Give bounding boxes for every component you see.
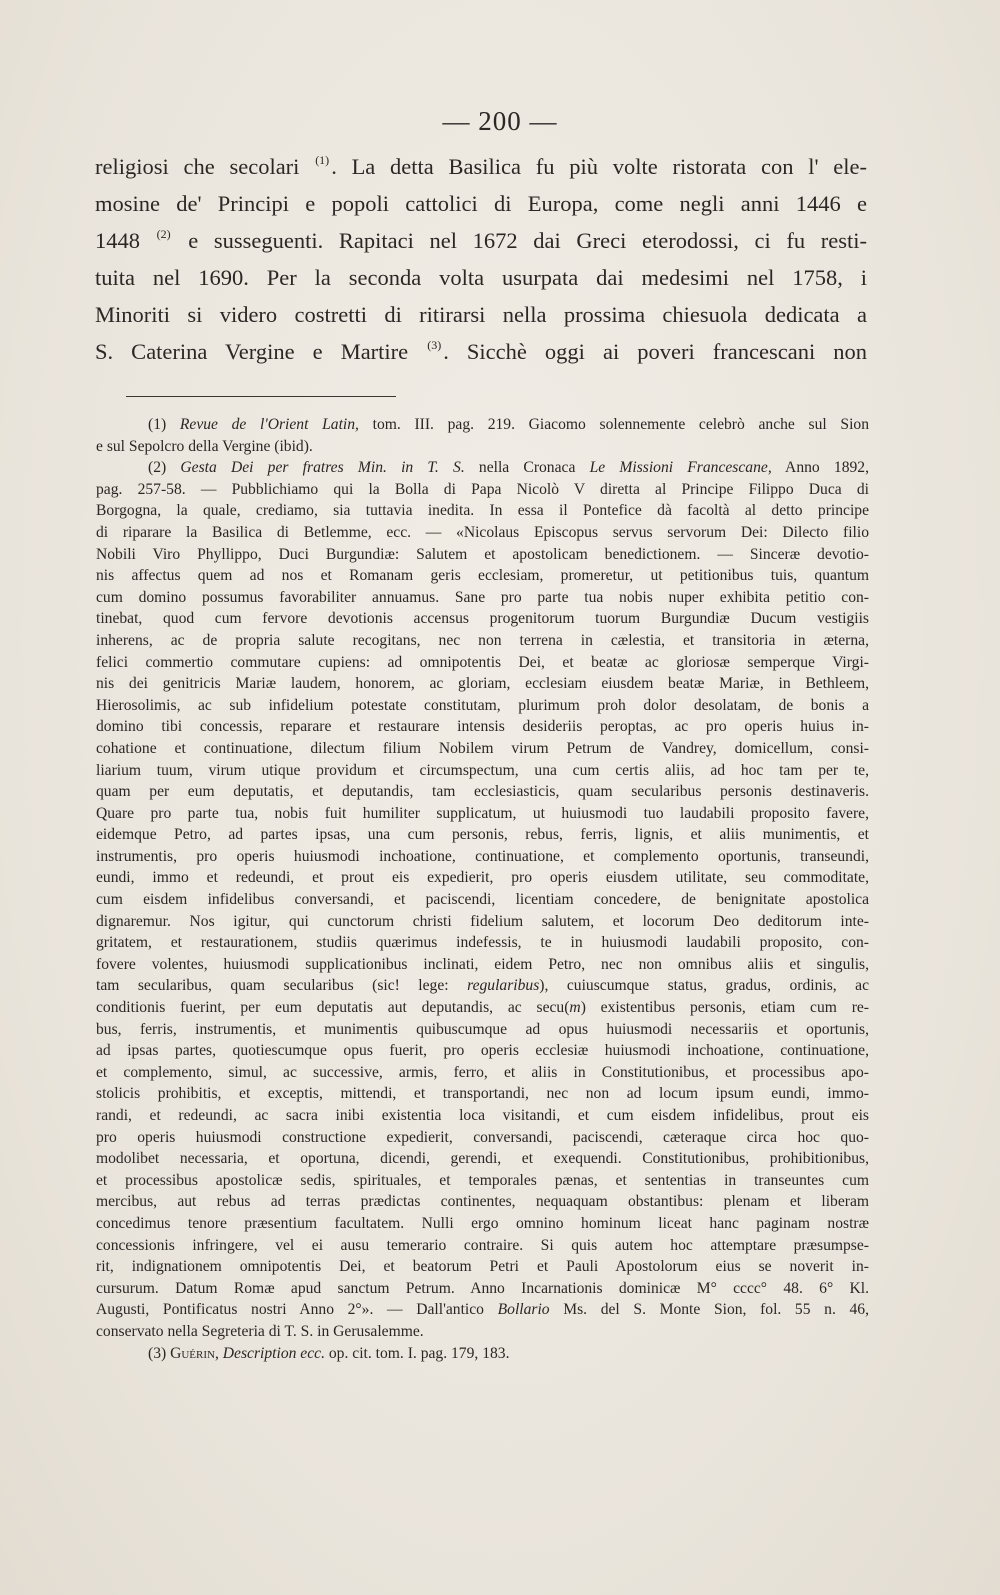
text-run: tam secularibus, quam secularibus (sic! lege: — [96, 977, 468, 995]
footnote-line: fovere volentes, huiusmodi supplicationibus inclinati, eidem Petro, nec non omnibus aliis et singulis, — [96, 955, 869, 973]
footnote-line: gritatem, et restaurationem, studiis quærimus indefessis, te in huiusmodi laudabili proposito, con- — [96, 934, 869, 952]
text-run: tom. III. pag. 219. Giacomo solennemente celebrò anche sul Sion — [358, 416, 869, 433]
text-run: nella Cronaca — [464, 459, 590, 477]
footnote-2-body — [96, 479, 869, 976]
main-line — [95, 222, 867, 259]
footnote-line: cohatione et continuatione, dilectum filium Nobilem virum Petrum de Vandrey, domicellum, consi- — [96, 739, 869, 757]
footnote-line: nis dei genitricis Mariæ laudem, honorem, ac gloriam, ecclesiam eiusdem beatæ Mariæ, in Bethleem, — [96, 675, 869, 693]
text-run: conditionis fuerint, per eum deputatis aut deputandis, ac secu( — [96, 999, 570, 1017]
footnote-line — [96, 1299, 869, 1321]
footnote-line: di riparare la Basilica di Betlemme, ecc. — «Nicolaus Episcopus servus servorum Dei: Dilecto filio — [96, 523, 869, 541]
footnote-line: concedimus tenore præsentium facultatem. Nulli ergo omnino hominum liceat hanc paginam nostræ — [96, 1214, 869, 1232]
footnote-line: quam per eum deputatis, et deputandis, tam ecclesiasticis, quam secularibus personis destinaveris. — [96, 783, 869, 801]
footnote-number: (1) — [148, 416, 167, 433]
main-line: Minoriti si videro costretti di ritirarsi nella prossima chiesuola dedicata a — [95, 302, 867, 327]
footnote-line: ad ipsas partes, quotiescumque opus fuerit, pro operis ecclesiæ huiusmodi inchoatione, continuatione, — [96, 1042, 869, 1060]
footnote-line: liarium tuum, virum utique providum et circumspectum, una cum certis aliis, ad hoc tam per te, — [96, 761, 869, 779]
main-line: tuita nel 1690. Per la seconda volta usurpata dai medesimi nel 1758, i — [95, 265, 867, 290]
footnote-line: inherens, ac de propria salute recogitans, nec non terrena in cælestia, et transitoria in æterna, — [96, 631, 869, 649]
footnote-line — [96, 975, 869, 997]
text-run: Anno 1892, — [771, 459, 869, 477]
main-line — [95, 148, 867, 185]
footnote-line: Quare pro parte tua, nobis fuit humiliter supplicatum, ut huiusmodi tuo laudabili proposito favere, — [96, 804, 869, 822]
footnote-line: concessionis infringere, vel ei ausu temerario contraire. Si quis autem hoc attemptare præsumpse- — [96, 1236, 869, 1254]
text-run: Ms. del S. Monte Sion, fol. 55 n. 46, — [549, 1301, 869, 1319]
footnote-line: Borgogna, la quale, crediamo, sia tuttavia inedita. In essa il Pontefice dà facoltà al detto principe — [96, 502, 869, 520]
footnote-line: cum domino possumus favorabiliter annuamus. Sane pro parte tua nobis nuper exhibita petitio con- — [96, 588, 869, 606]
text-run: 1448 — [95, 228, 156, 253]
text-run: Augusti, Pontificatus nostri Anno 2°». — Dall'antico — [96, 1301, 498, 1319]
main-line: mosine de' Principi e popoli cattolici di Europa, come negli anni 1446 e — [95, 191, 867, 216]
italic-run: Bollario — [497, 1301, 550, 1319]
footnote-line: instrumentis, pro operis huiusmodi inchoatione, continuatione, et complemento oportunis, transeundi, — [96, 847, 869, 865]
main-text — [95, 148, 867, 370]
footnote-line: conservato nella Segreteria di T. S. in Gerusalemme. — [96, 1322, 424, 1340]
footnote-line: domino tibi concessis, reparare et restaurare intensis desideriis peroptas, ac pro operis huius in- — [96, 718, 869, 736]
footnote-line: Hierosolimis, ac sub infidelium potestate constitutam, plurimum proh dolor desolatam, de bonis a — [96, 696, 869, 714]
main-line — [95, 333, 867, 370]
footnote-number: (3) — [148, 1344, 167, 1362]
italic-run: Revue de l'Orient Latin, — [179, 416, 359, 433]
footnote-line: modolibet necessaria, et oportuna, dicendi, gerendi, et exequendi. Constitutionibus, prohibitionibus, — [96, 1150, 869, 1168]
text-run: . La detta Basilica fu più volte ristorata con l' ele- — [331, 154, 867, 179]
footnote-line: tinebat, quod cum fervore devotionis accensus progenitorum tuorum Burgundiæ Ducum vestigiis — [96, 610, 869, 628]
text-run: ), cuiuscumque status, gradus, ordinis, ac — [539, 977, 869, 995]
footnote-2-body-continued — [96, 1019, 869, 1300]
footnote-line: randi, et redeundi, ac sacra inibi existentia loca visitandi, et cum eisdem infidelibus, prout eis — [96, 1107, 869, 1124]
footnote-line: nis affectus quem ad nos et Romanam geris ecclesiam, promeretur, ut petitionibus tuis, quantum — [96, 567, 869, 585]
footnote-line: pro operis huiusmodi constructione expedierit, conversandi, paciscendi, cæteraque circa hoc quo- — [96, 1128, 869, 1146]
page-number: — 200 — — [442, 106, 558, 136]
footnote-line: eidemque Petro, ad partes ipsas, una cum personis, rebus, ferris, lignis, et aliis munimentis, et — [96, 826, 869, 844]
footnote-line: pag. 257-58. — Pubblichiamo qui la Bolla di Papa Nicolò V diretta al Principe Filippo Duca di — [96, 480, 869, 498]
footnote-number: (2) — [148, 459, 167, 477]
footnote-line: mercibus, aut rebus ad terras prædictas continentes, nequaquam obstantibus: plenam et liberam — [96, 1193, 869, 1211]
text-run: S. Caterina Vergine e Martire — [95, 339, 427, 364]
footnote-line: cum eisdem infidelibus conversandi, et paciscendi, licentiam concedere, de benignitate apostolica — [96, 891, 869, 909]
footnote-line: et complemento, simul, ac successive, armis, ferro, et aliis in Constitutionibus, et processibus apo- — [96, 1063, 869, 1081]
footnotes — [96, 414, 869, 1364]
footnote-divider — [126, 396, 396, 397]
footnote-ref: (2) — [156, 227, 171, 241]
italic-run: m — [569, 999, 581, 1017]
italic-run: Description ecc. — [222, 1344, 325, 1362]
footnote-line: Nobili Viro Phyllippo, Duci Burgundiæ: Salutem et apostolicam benedictionem. — Sinceræ devotio- — [96, 545, 869, 563]
footnote-line: felici commertio commutare cupiens: ad omnipotentis Dei, et beatæ ac gloriosæ semperque Virgi- — [96, 653, 869, 671]
footnote-line: bus, ferris, instrumentis, et munimentis quibuscumque ad opus huiusmodi necessariis et oportunis, — [96, 1020, 869, 1038]
footnote-ref: (3) — [427, 338, 442, 352]
footnote-line — [96, 997, 869, 1019]
footnote-line: stolicis prohibitis, et exceptis, mittendi, et transportandi, nec non ad locum ipsum eundi, immo- — [96, 1085, 869, 1103]
author-name: Guérin, — [170, 1344, 219, 1362]
footnote-2 — [96, 457, 869, 479]
text-run: . Sicchè oggi ai poveri francescani non — [443, 339, 867, 364]
footnote-3 — [96, 1343, 869, 1365]
footnote-line: cursurum. Datum Romæ apud sanctum Petrum. Anno Incarnationis dominicæ M° cccc° 48. 6° Kl. — [96, 1279, 869, 1297]
footnote-line: eundi, immo et redeundi, et prout eis expedierit, pro operis eiusdem utilitate, seu commoditate, — [96, 869, 869, 887]
text-run: religiosi che secolari — [95, 154, 315, 179]
footnote-1 — [96, 414, 869, 436]
italic-run: Le Missioni Francescane, — [589, 459, 772, 477]
footnote-line: e sul Sepolcro della Vergine (ibid). — [96, 437, 313, 455]
text-run: ) existentibus personis, etiam cum re- — [580, 999, 869, 1017]
italic-run: Gesta Dei per fratres Min. in T. S. — [180, 459, 465, 477]
italic-run: regularibus — [467, 977, 540, 995]
text-run: op. cit. tom. I. pag. 179, 183. — [324, 1344, 510, 1362]
footnote-line: rit, indignationem omnipotentis Dei, et beatorum Petri et Pauli Apostolorum eius se noverit in- — [96, 1258, 869, 1276]
footnote-line: et processibus apostolicæ sedis, spirituales, et temporales pænas, et sententias in transeuntes cum — [96, 1171, 869, 1189]
footnote-line: dignaremur. Nos igitur, qui cunctorum christi fidelium salutem, et locorum Deo deditorum inte- — [96, 912, 869, 930]
footnote-ref: (1) — [315, 153, 330, 167]
text-run: e susseguenti. Rapitaci nel 1672 dai Greci eterodossi, ci fu resti- — [188, 228, 867, 253]
